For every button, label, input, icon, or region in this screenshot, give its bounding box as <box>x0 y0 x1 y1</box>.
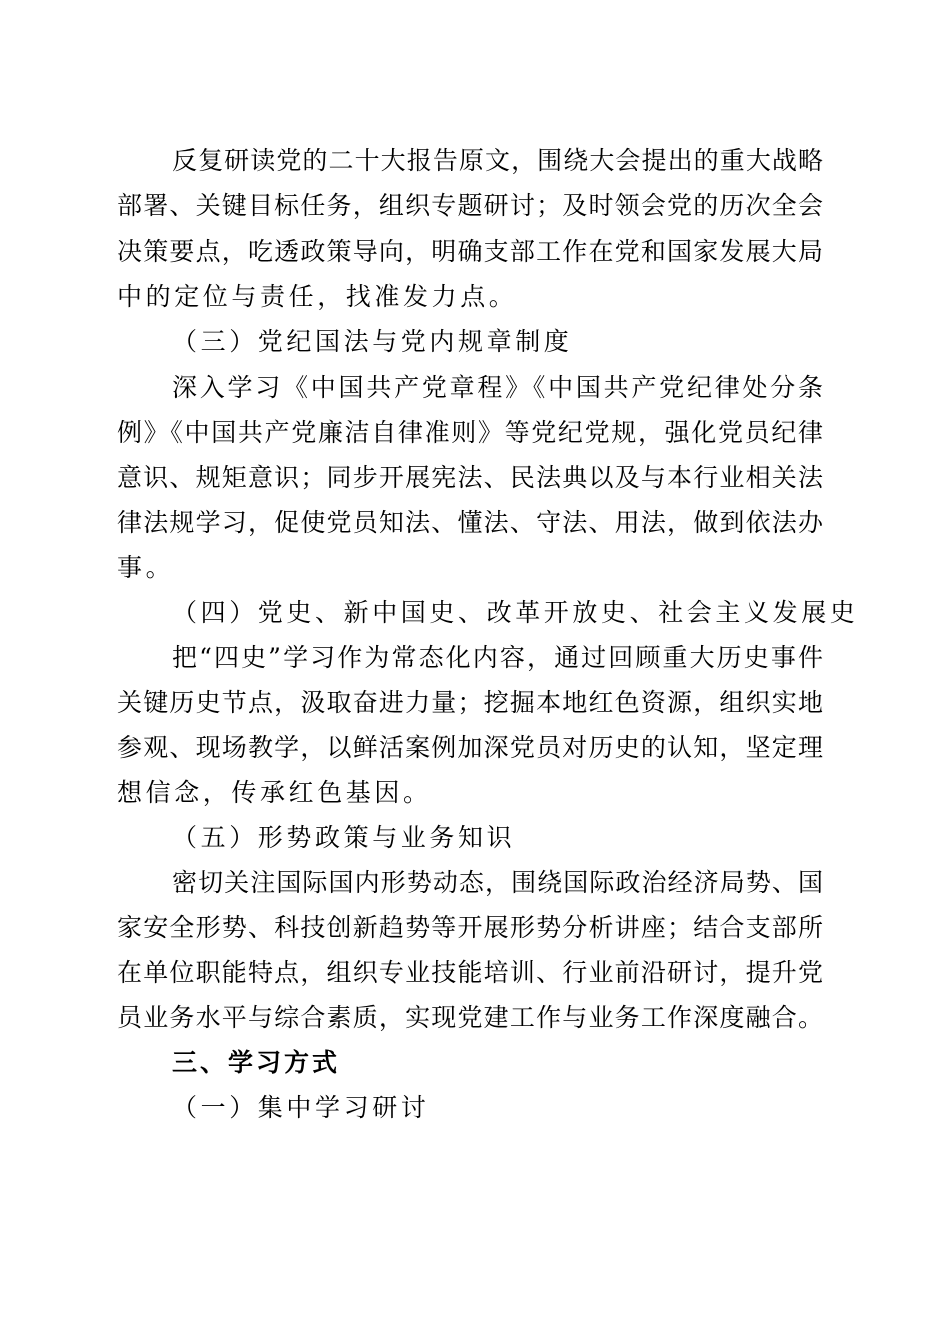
body-line: 员业务水平与综合素质，实现党建工作与业务工作深度融合。 <box>117 1003 823 1032</box>
body-line: 想信念，传承红色基因。 <box>117 778 432 807</box>
body-line: 密切关注国际国内形势动态，围绕国际政治经济局势、国 <box>172 868 823 897</box>
section-heading: （三）党纪国法与党内规章制度 <box>172 327 573 356</box>
chapter-heading: 三、学习方式 <box>172 1048 341 1077</box>
body-line: 家安全形势、科技创新趋势等开展形势分析讲座；结合支部所 <box>117 913 823 942</box>
body-line: 意识、规矩意识；同步开展宪法、民法典以及与本行业相关法 <box>117 463 823 492</box>
body-line: 反复研读党的二十大报告原文，围绕大会提出的重大战略 <box>172 146 823 175</box>
body-line: 关键历史节点，汲取奋进力量；挖掘本地红色资源，组织实地 <box>117 688 823 717</box>
body-line: 事。 <box>117 553 175 582</box>
section-heading: （一）集中学习研讨 <box>172 1093 430 1122</box>
body-line: 把“四史”学习作为常态化内容，通过回顾重大历史事件 <box>172 643 823 672</box>
body-line: 部署、关键目标任务，组织专题研讨；及时领会党的历次全会 <box>117 191 823 220</box>
section-heading: （五）形势政策与业务知识 <box>172 823 516 852</box>
body-line: 在单位职能特点，组织专业技能培训、行业前沿研讨，提升党 <box>117 958 823 987</box>
body-line: 中的定位与责任，找准发力点。 <box>117 282 518 311</box>
body-line: 深入学习《中国共产党章程》《中国共产党纪律处分条 <box>172 373 823 402</box>
body-line: 参观、现场教学，以鲜活案例加深党员对历史的认知，坚定理 <box>117 733 823 762</box>
section-heading: （四）党史、新中国史、改革开放史、社会主义发展史 <box>172 598 859 627</box>
body-line: 决策要点，吃透政策导向，明确支部工作在党和国家发展大局 <box>117 237 823 266</box>
body-line: 例》《中国共产党廉洁自律准则》等党纪党规，强化党员纪律 <box>117 418 823 447</box>
body-line: 律法规学习，促使党员知法、懂法、守法、用法，做到依法办 <box>117 508 823 537</box>
